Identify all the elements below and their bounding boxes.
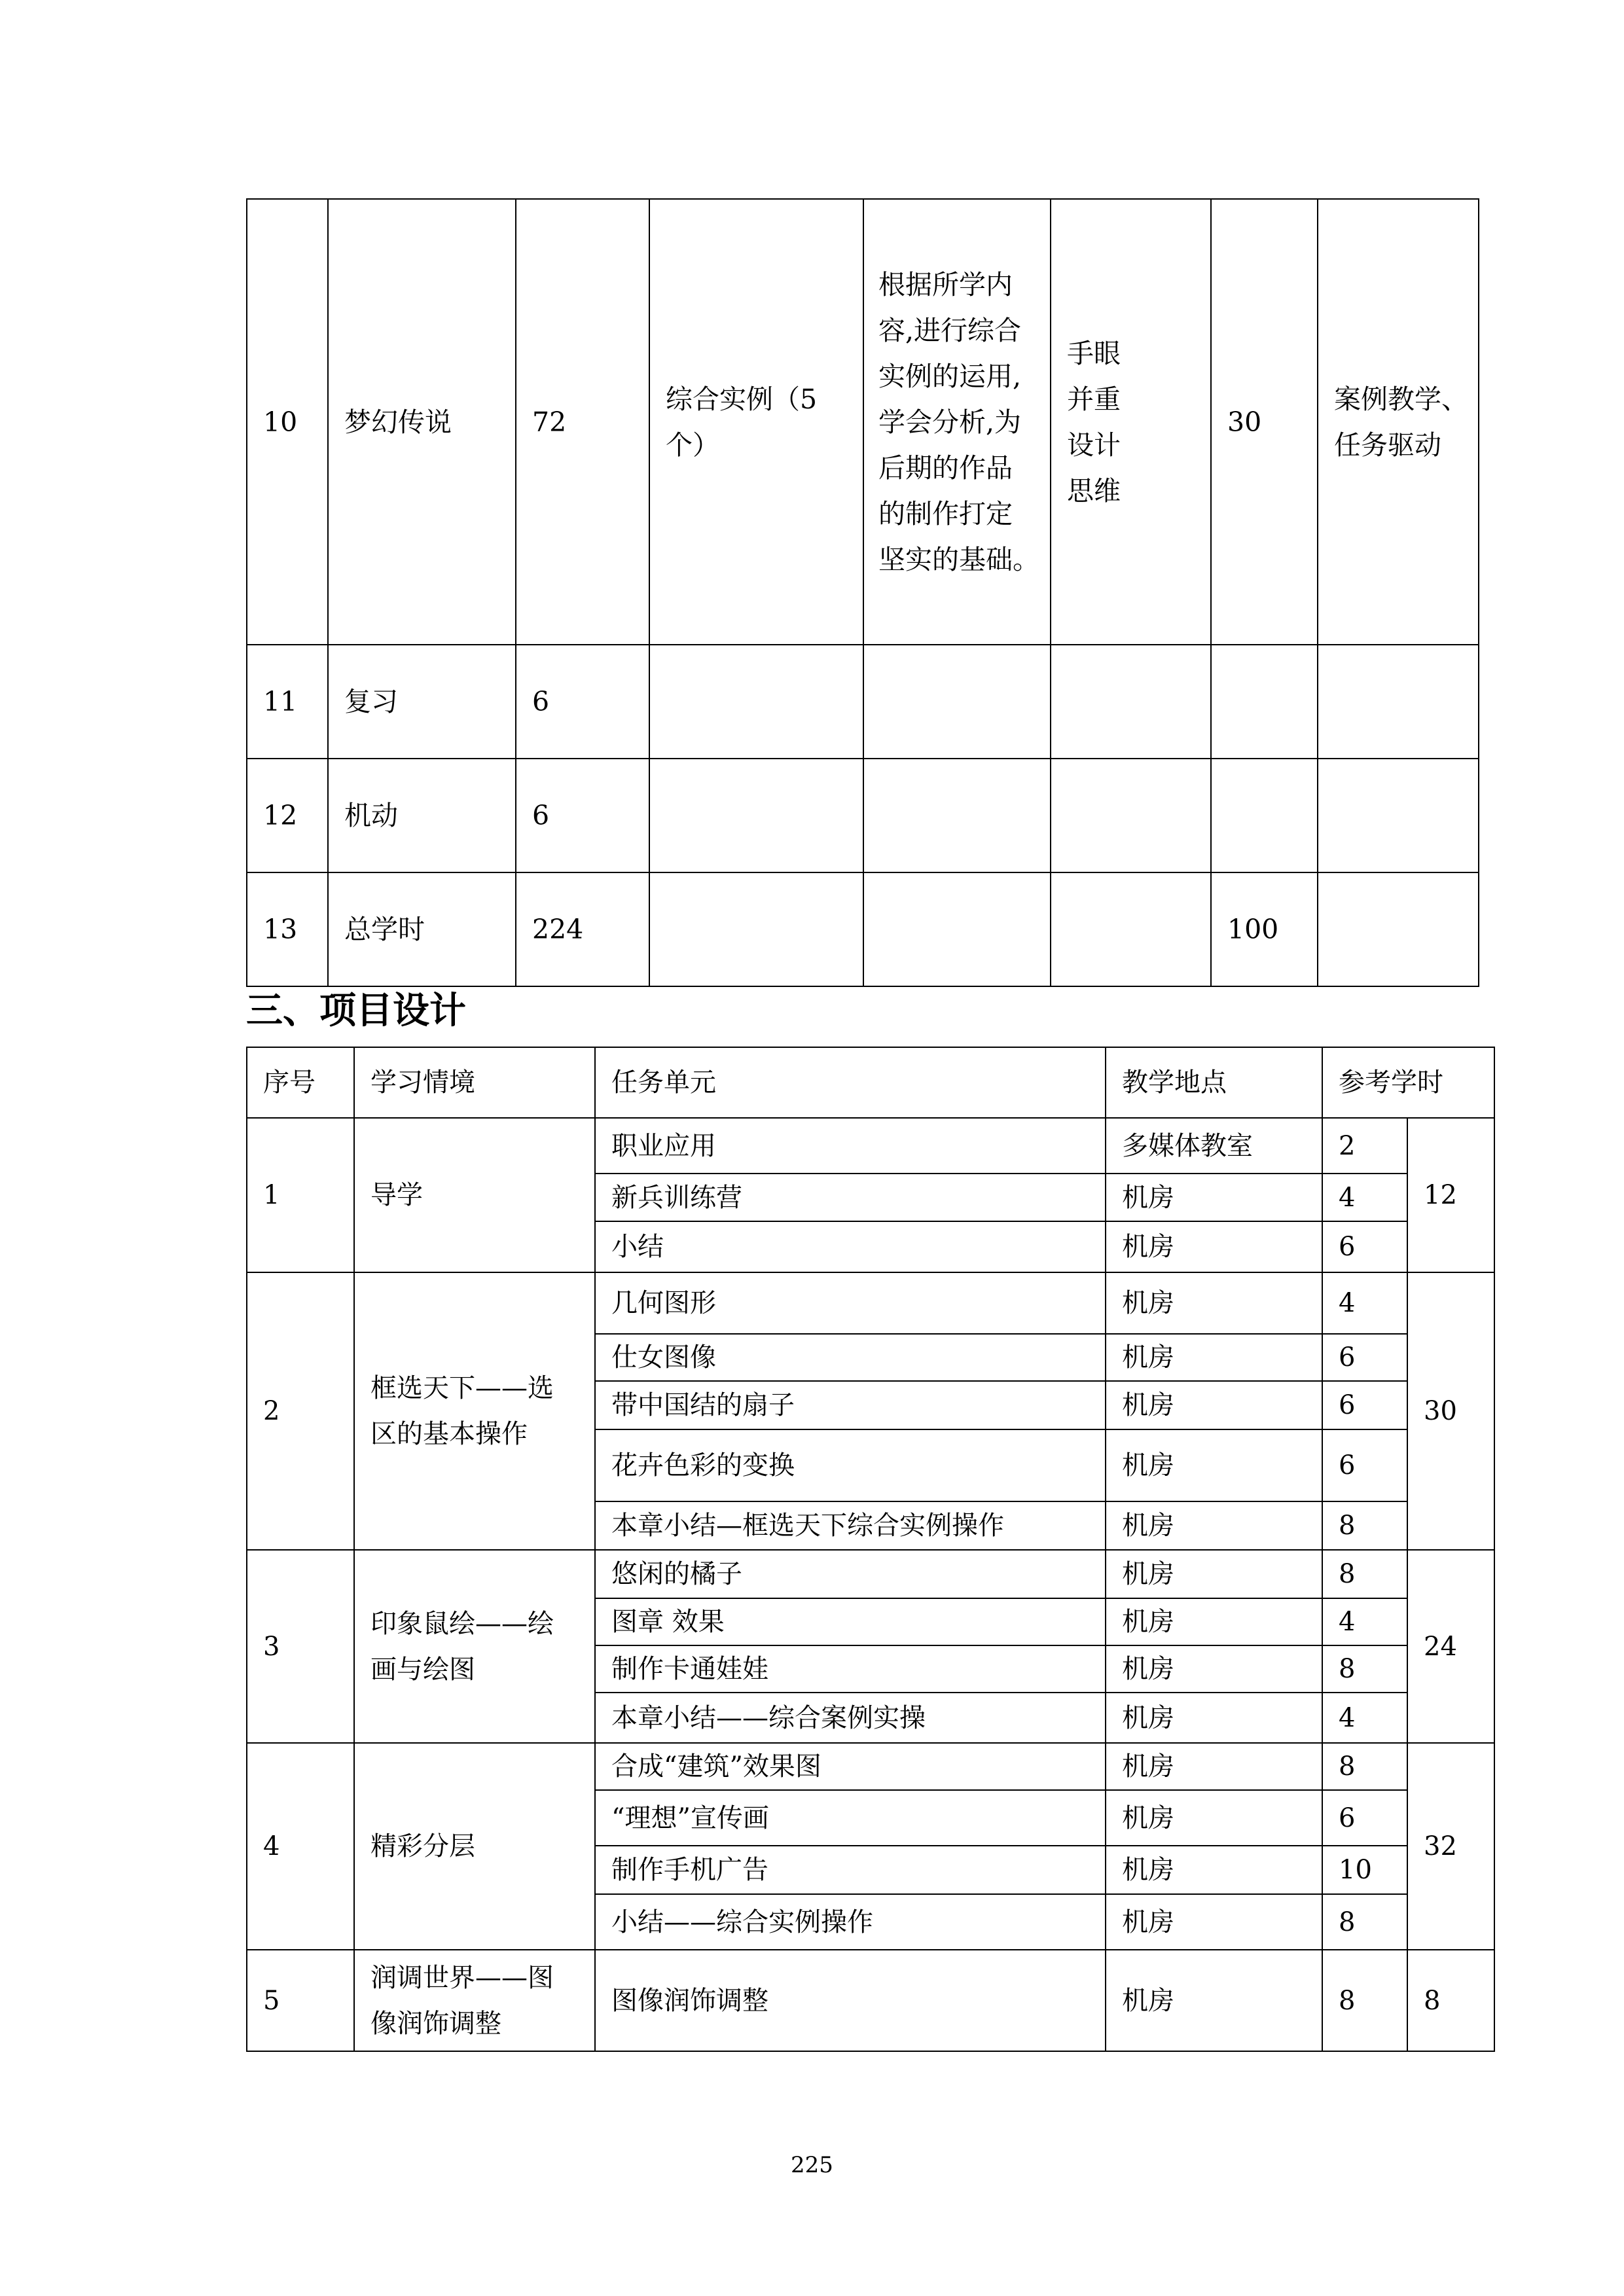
task-unit: 职业应用 [595,1118,1106,1174]
module-hours: 6 [516,645,649,759]
task-location: 机房 [1106,1645,1322,1693]
project-design-table [246,1047,1495,2052]
group-total-hours: 32 [1407,1743,1494,1950]
module-content-text: 综合实例（5 个） [666,383,818,461]
group-number: 2 [247,1272,354,1550]
module-name: 复习 [328,645,516,759]
table-row [247,645,1479,759]
module-practice-hours: 100 [1211,872,1318,986]
table-row [247,199,1479,645]
group-situation: 精彩分层 [354,1743,595,1950]
module-method [1318,872,1479,986]
group-number: 3 [247,1550,354,1743]
header-serial: 序号 [247,1047,354,1118]
module-method [1318,645,1479,759]
task-location: 机房 [1106,1174,1322,1221]
module-goal [863,645,1051,759]
task-location: 机房 [1106,1743,1322,1790]
task-hours: 4 [1322,1598,1407,1645]
table-row [247,1950,1494,2051]
group-situation-text: 印象鼠绘——绘 画与绘图 [370,1608,554,1685]
task-location: 机房 [1106,1790,1322,1846]
table-header-row [247,1047,1494,1118]
table-row [247,1550,1494,1598]
module-hours: 6 [516,759,649,872]
task-location: 多媒体教室 [1106,1118,1322,1174]
task-unit: 小结 [595,1221,1106,1272]
task-hours: 8 [1322,1743,1407,1790]
task-location: 机房 [1106,1381,1322,1429]
task-hours: 6 [1322,1221,1407,1272]
task-unit: 花卉色彩的变换 [595,1429,1106,1501]
task-hours: 8 [1322,1950,1407,2051]
task-unit: 小结——综合实例操作 [595,1894,1106,1950]
task-hours: 10 [1322,1846,1407,1894]
task-location: 机房 [1106,1501,1322,1550]
group-total-hours: 12 [1407,1118,1494,1272]
group-situation-text: 框选天下——选 区的基本操作 [370,1373,554,1449]
task-location: 机房 [1106,1950,1322,2051]
module-content [649,872,863,986]
module-content [649,199,863,645]
module-content [649,645,863,759]
task-unit: 本章小结—框选天下综合实例操作 [595,1501,1106,1550]
module-quality [1051,872,1211,986]
header-task-unit: 任务单元 [595,1047,1106,1118]
module-method [1318,199,1479,645]
group-number: 4 [247,1743,354,1950]
row-number: 13 [247,872,328,986]
row-number: 11 [247,645,328,759]
task-hours: 6 [1322,1790,1407,1846]
task-unit: 几何图形 [595,1272,1106,1334]
header-situation: 学习情境 [354,1047,595,1118]
task-location: 机房 [1106,1221,1322,1272]
task-hours: 2 [1322,1118,1407,1174]
group-situation [354,1550,595,1743]
module-practice-hours: 30 [1211,199,1318,645]
module-quality [1051,645,1211,759]
task-location: 机房 [1106,1693,1322,1743]
group-total-hours: 24 [1407,1550,1494,1743]
module-goal [863,872,1051,986]
table-row [247,759,1479,872]
group-number: 5 [247,1950,354,2051]
table-row [247,1272,1494,1334]
task-unit: 图像润饰调整 [595,1950,1106,2051]
table-row [247,1743,1494,1790]
task-unit: 带中国结的扇子 [595,1381,1106,1429]
task-hours: 8 [1322,1501,1407,1550]
row-number: 12 [247,759,328,872]
task-hours: 8 [1322,1894,1407,1950]
module-quality-text: 手眼 并重 设计 思维 [1067,337,1121,507]
task-location: 机房 [1106,1272,1322,1334]
task-location: 机房 [1106,1846,1322,1894]
group-situation [354,1272,595,1550]
module-name: 总学时 [328,872,516,986]
task-unit: “理想”宣传画 [595,1790,1106,1846]
module-quality [1051,199,1211,645]
header-location: 教学地点 [1106,1047,1322,1118]
task-unit: 合成“建筑”效果图 [595,1743,1106,1790]
task-unit: 新兵训练营 [595,1174,1106,1221]
course-content-table [246,198,1479,987]
module-goal [863,759,1051,872]
task-hours: 6 [1322,1381,1407,1429]
task-hours: 8 [1322,1550,1407,1598]
module-hours: 72 [516,199,649,645]
task-unit: 本章小结——综合案例实操 [595,1693,1106,1743]
task-unit: 图章 效果 [595,1598,1106,1645]
module-name: 机动 [328,759,516,872]
header-reference-hours: 参考学时 [1322,1047,1494,1118]
module-content [649,759,863,872]
module-method-text: 案例教学、 任务驱动 [1334,383,1468,461]
task-unit: 制作卡通娃娃 [595,1645,1106,1693]
table-row [247,872,1479,986]
page-number: 225 [791,2152,833,2178]
module-hours: 224 [516,872,649,986]
module-goal-text: 根据所学内 容,进行综合 实例的运用, 学会分析,为 后期的作品 的制作打定 坚实的基础。 [878,268,1039,575]
task-hours: 8 [1322,1645,1407,1693]
module-method [1318,759,1479,872]
task-unit: 悠闲的橘子 [595,1550,1106,1598]
row-number: 10 [247,199,328,645]
module-practice-hours [1211,645,1318,759]
task-location: 机房 [1106,1550,1322,1598]
group-situation-text: 润调世界——图 像润饰调整 [370,1962,554,2039]
task-unit: 仕女图像 [595,1334,1106,1381]
task-location: 机房 [1106,1429,1322,1501]
group-situation [354,1950,595,2051]
task-location: 机房 [1106,1334,1322,1381]
module-practice-hours [1211,759,1318,872]
group-number: 1 [247,1118,354,1272]
module-quality [1051,759,1211,872]
group-situation: 导学 [354,1118,595,1272]
task-hours: 4 [1322,1693,1407,1743]
task-location: 机房 [1106,1894,1322,1950]
module-name: 梦幻传说 [328,199,516,645]
task-unit: 制作手机广告 [595,1846,1106,1894]
section-title: 三、项目设计 [246,990,466,1032]
task-hours: 6 [1322,1334,1407,1381]
table-row [247,1118,1494,1174]
group-total-hours: 30 [1407,1272,1494,1550]
task-location: 机房 [1106,1598,1322,1645]
task-hours: 6 [1322,1429,1407,1501]
group-total-hours: 8 [1407,1950,1494,2051]
task-hours: 4 [1322,1174,1407,1221]
task-hours: 4 [1322,1272,1407,1334]
module-goal [863,199,1051,645]
